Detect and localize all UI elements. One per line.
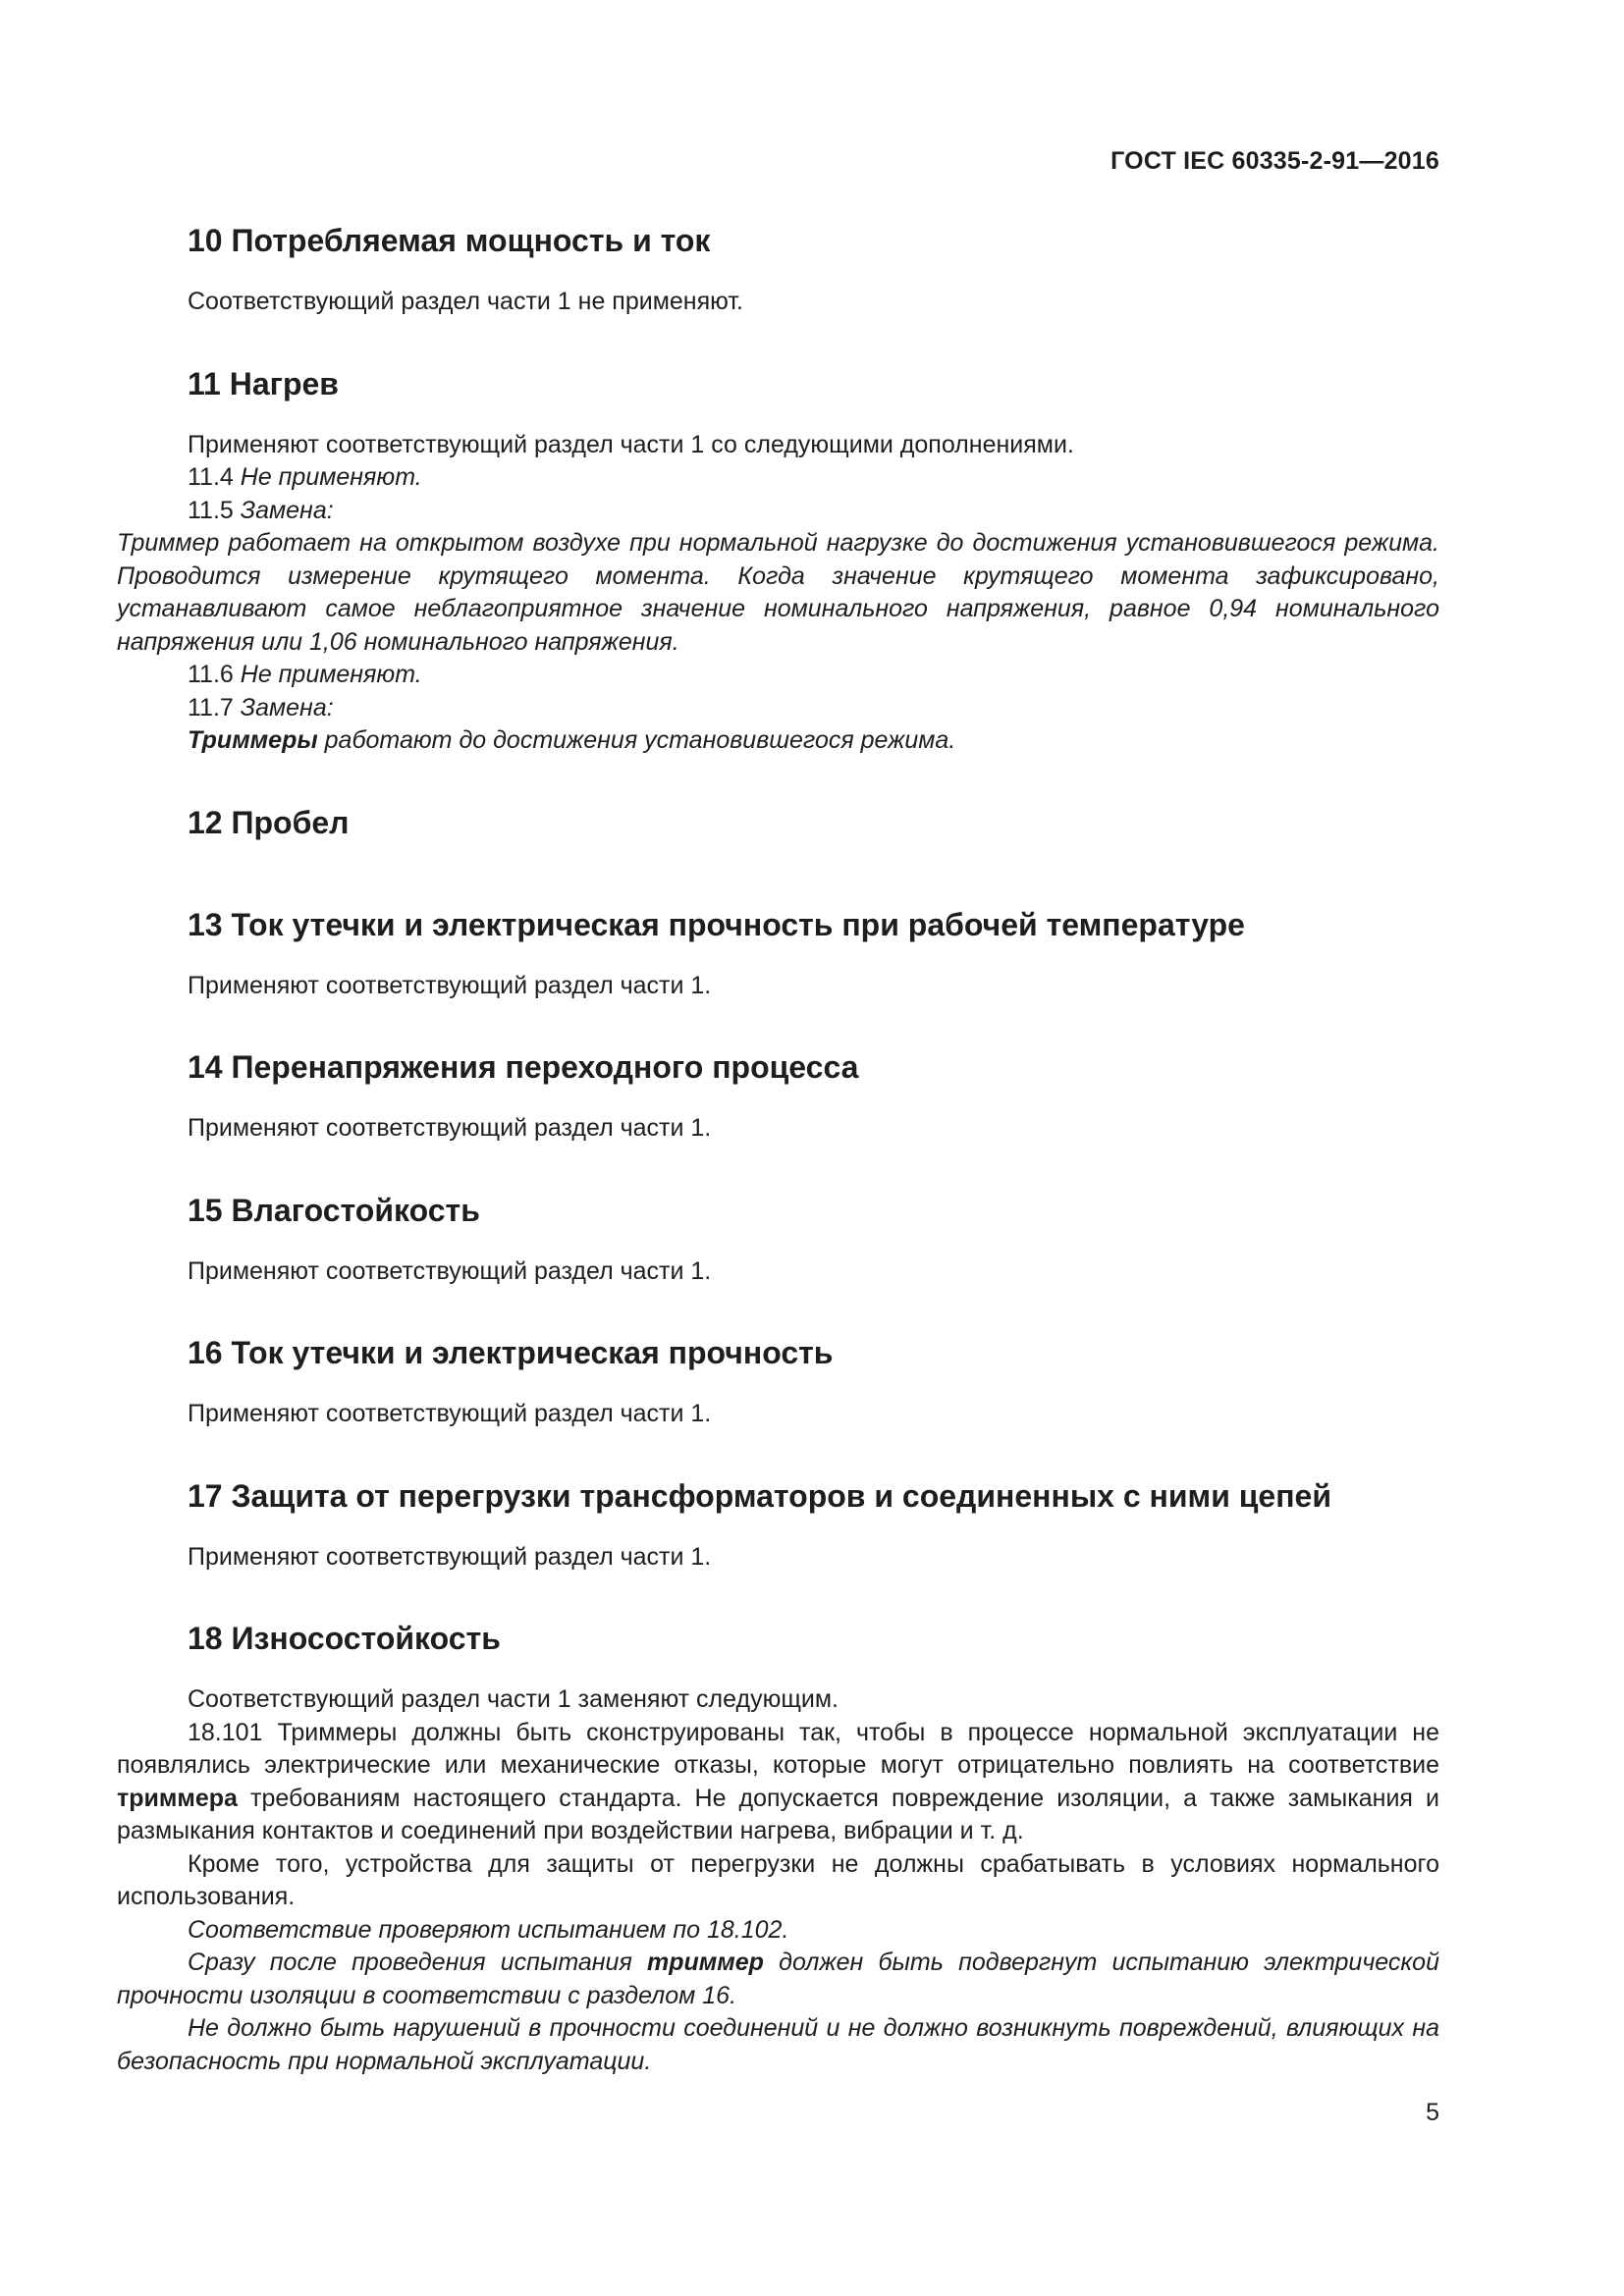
section-18-title: 18 Износостойкость xyxy=(188,1621,501,1656)
section-18-intro: Соответствующий раздел части 1 заменяют следующим. xyxy=(188,1685,839,1713)
term-trimmer: триммера xyxy=(117,1784,238,1812)
clause-11-7 xyxy=(117,692,1439,725)
section-14-text: Применяют соответствующий раздел части 1. xyxy=(188,1114,712,1142)
section-13-text: Применяют соответствующий раздел части 1. xyxy=(188,971,712,999)
document-header: ГОСТ IEC 60335-2-91—2016 xyxy=(1110,147,1439,175)
clause-18-101: 18.101 Триммеры должны быть сконструированы так, чтобы в процессе нормальной эксплуатации не появлялись электрические или механические отказы, которые могут отрицательно повлиять на соответствие триммера требованиям настоящего стандарта. Не допускается повреждение изоляции, а также замыкания и размыкания контактов и соединений при воздействии нагрева, вибрации и т. д. xyxy=(117,1718,1439,1844)
clause-11-6-number: 11.6 xyxy=(188,661,234,688)
clause-11-7-body: Триммеры работают до достижения установившегося режима. xyxy=(188,726,956,754)
clause-11-6-text: Не применяют. xyxy=(240,661,422,688)
clause-11-7-text: Замена: xyxy=(240,693,334,721)
section-18-test: Сразу после проведения испытания триммер должен быть подвергнут испытанию электрической прочности изоляции в соответствии с разделом 16. xyxy=(117,1949,1439,2009)
section-11-intro: Применяют соответствующий раздел части 1 со следующими дополнениями. xyxy=(188,430,1074,458)
section-18-compliance: Соответствие проверяют испытанием по 18.102. xyxy=(188,1915,789,1944)
section-16-text: Применяют соответствующий раздел части 1. xyxy=(188,1400,712,1427)
section-10-title: 10 Потребляемая мощность и ток xyxy=(188,223,711,258)
clause-11-5 xyxy=(117,495,1439,528)
clause-11-4 xyxy=(117,461,1439,495)
clause-11-6 xyxy=(117,659,1439,692)
term-trimmers: Триммеры xyxy=(188,726,318,754)
page-number: 5 xyxy=(1426,2099,1439,2126)
clause-11-5-number: 11.5 xyxy=(188,496,234,524)
clause-11-5-text: Замена: xyxy=(240,496,334,524)
clause-11-5-body: Триммер работает на открытом воздухе при нормальной нагрузке до достижения установившегося режима. Проводится измерение крутящего момента. Когда значение крутящего момента зафиксировано, устанавливают самое неблагоприятное значение номинального напряжения, равное 0,94 номинального напряжения или 1,06 номинального напряжения. xyxy=(117,529,1439,656)
section-10-text: Соответствующий раздел части 1 не применяют. xyxy=(188,288,743,315)
section-18-conclusion: Не должно быть нарушений в прочности соединений и не должно возникнуть повреждений, влияющих на безопасность при нормальной эксплуатации. xyxy=(117,2014,1439,2075)
section-18-overload: Кроме того, устройства для защиты от перегрузки не должны срабатывать в условиях нормального использования. xyxy=(117,1849,1439,1910)
section-17-text: Применяют соответствующий раздел части 1. xyxy=(188,1542,712,1571)
section-14-title: 14 Перенапряжения переходного процесса xyxy=(188,1049,859,1085)
clause-11-4-text: Не применяют. xyxy=(240,463,422,491)
section-11-title: 11 Нагрев xyxy=(188,365,339,401)
section-15-title: 15 Влагостойкость xyxy=(188,1192,480,1228)
clause-11-4-number: 11.4 xyxy=(188,463,234,491)
section-17-title: 17 Защита от перегрузки трансформаторов и соединенных с ними цепей xyxy=(188,1477,1332,1514)
section-13-title: 13 Ток утечки и электрическая прочность при рабочей температуре xyxy=(188,906,1245,942)
page-content xyxy=(117,221,1439,2078)
term-trimmer-2: триммер xyxy=(647,1949,764,1976)
clause-11-7-number: 11.7 xyxy=(188,693,234,721)
section-16-title: 16 Ток утечки и электрическая прочность xyxy=(188,1335,834,1370)
section-12-title: 12 Пробел xyxy=(188,804,350,840)
section-15-text: Применяют соответствующий раздел части 1. xyxy=(188,1256,712,1285)
